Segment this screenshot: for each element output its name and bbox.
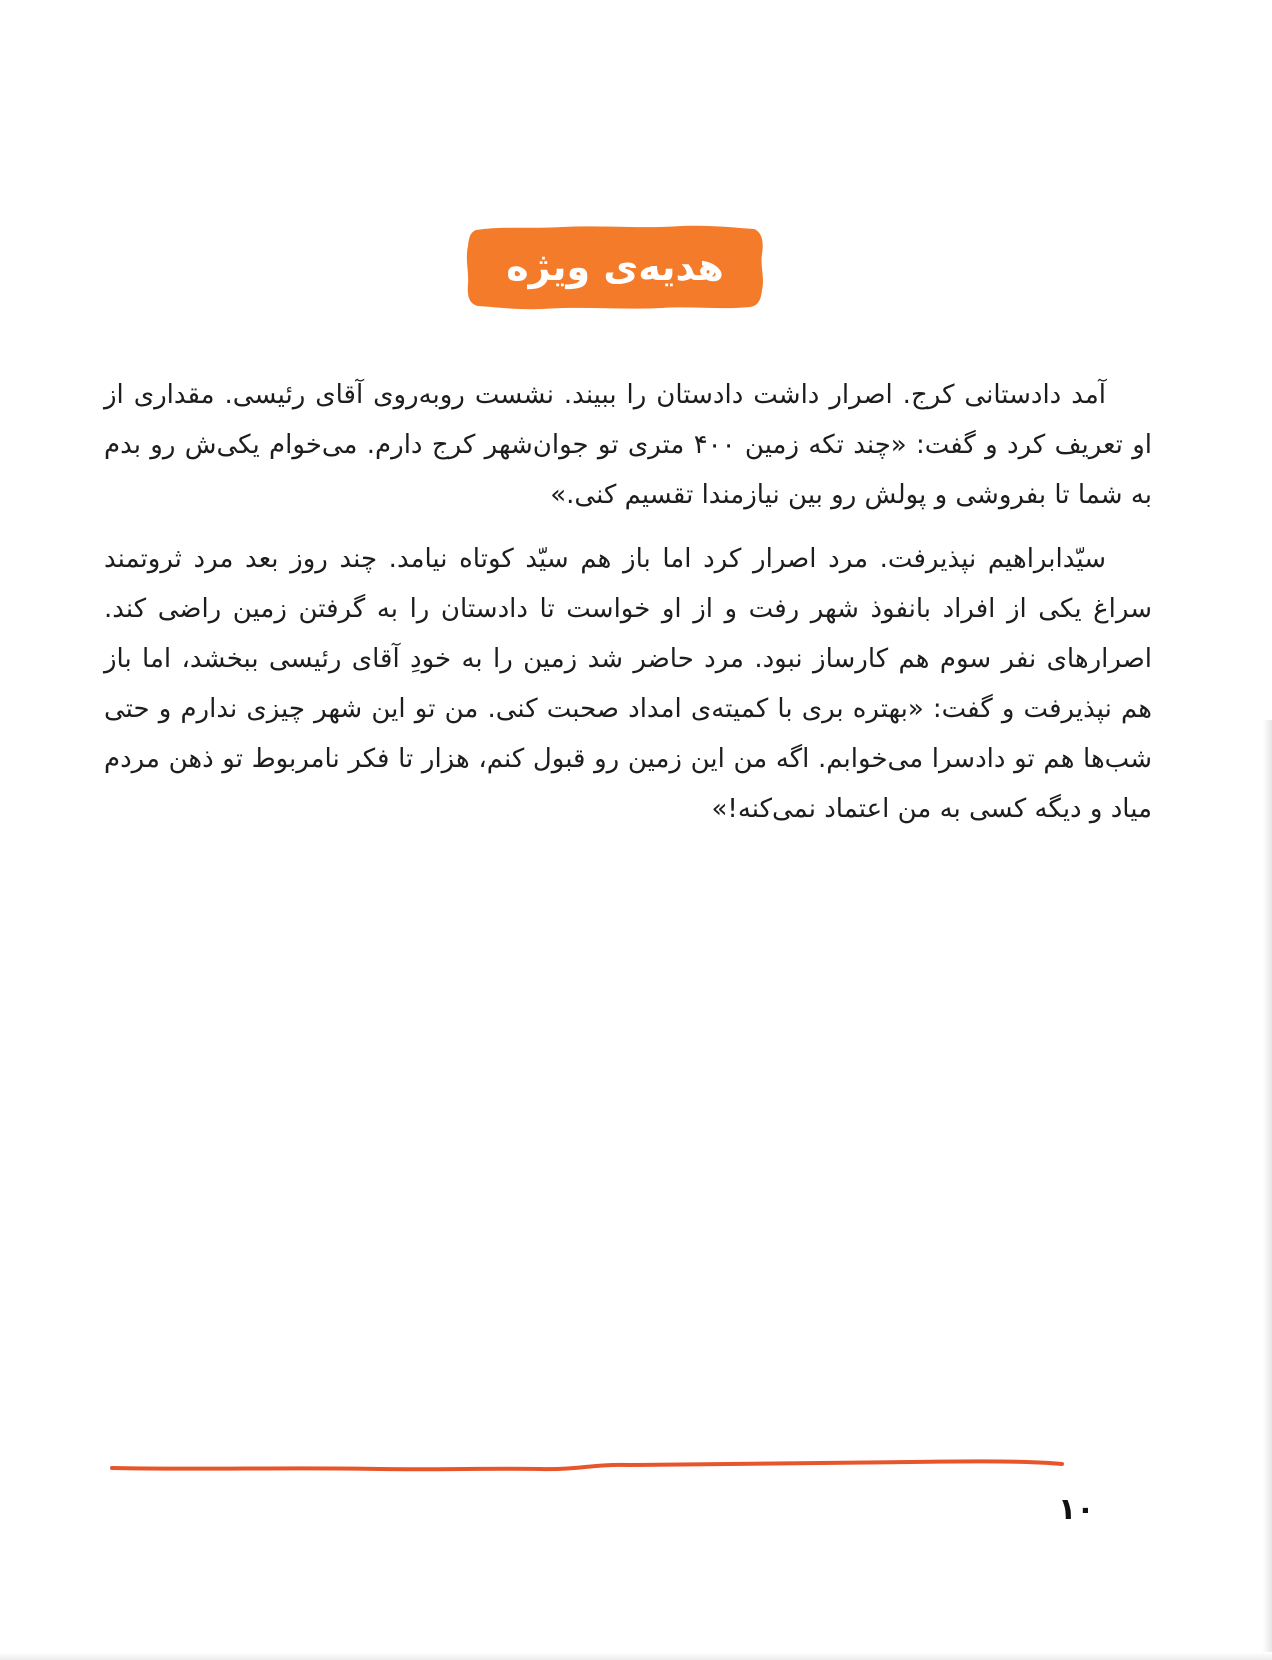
paragraph-2: سیّدابراهیم نپذیرفت. مرد اصرار کرد اما باز هم سیّد کوتاه نیامد. چند روز بعد مرد ثروتمند سراغ یکی از افراد بانفوذ شهر رفت و از او خواست تا دادستان را به گرفتن زمین راضی کند. اصرارهای نفر سوم هم کارساز نبود. مرد حاضر شد زمین را به خودِ آقای رئیسی ببخشد، اما باز هم نپذیرفت و گفت: «بهتره بری با کمیته‌ی امداد صحبت کنی. من تو این شهر چیزی ندارم و حتی شب‌ها هم تو دادسرا می‌خوابم. اگه من این زمین رو قبول کنم، هزار تا فکر نامربوط تو ذهن مردم میاد و دیگه کسی به من اعتماد نمی‌کنه!» xyxy=(104,544,1152,824)
page-number: ۱۰ xyxy=(1058,1492,1095,1527)
footer-divider xyxy=(110,1456,1070,1480)
page-title: هدیه‌ی ویژه xyxy=(506,245,724,289)
page-edge-shadow xyxy=(1262,720,1272,1660)
paragraph-1: آمد دادستانی کرج. اصرار داشت دادستان را ببیند. نشست روبه‌روی آقای رئیسی. مقداری از او تعریف کرد و گفت: «چند تکه زمین ۴۰۰ متری تو جوان‌شهر کرج دارم. می‌خوام یکی‌ش رو بدم به شما تا بفروشی و پولش رو بین نیازمندا تقسیم کنی.» xyxy=(104,380,1152,510)
body-text xyxy=(104,370,1152,848)
section-title-badge xyxy=(462,222,768,312)
page-bottom-shadow xyxy=(0,1652,1272,1660)
